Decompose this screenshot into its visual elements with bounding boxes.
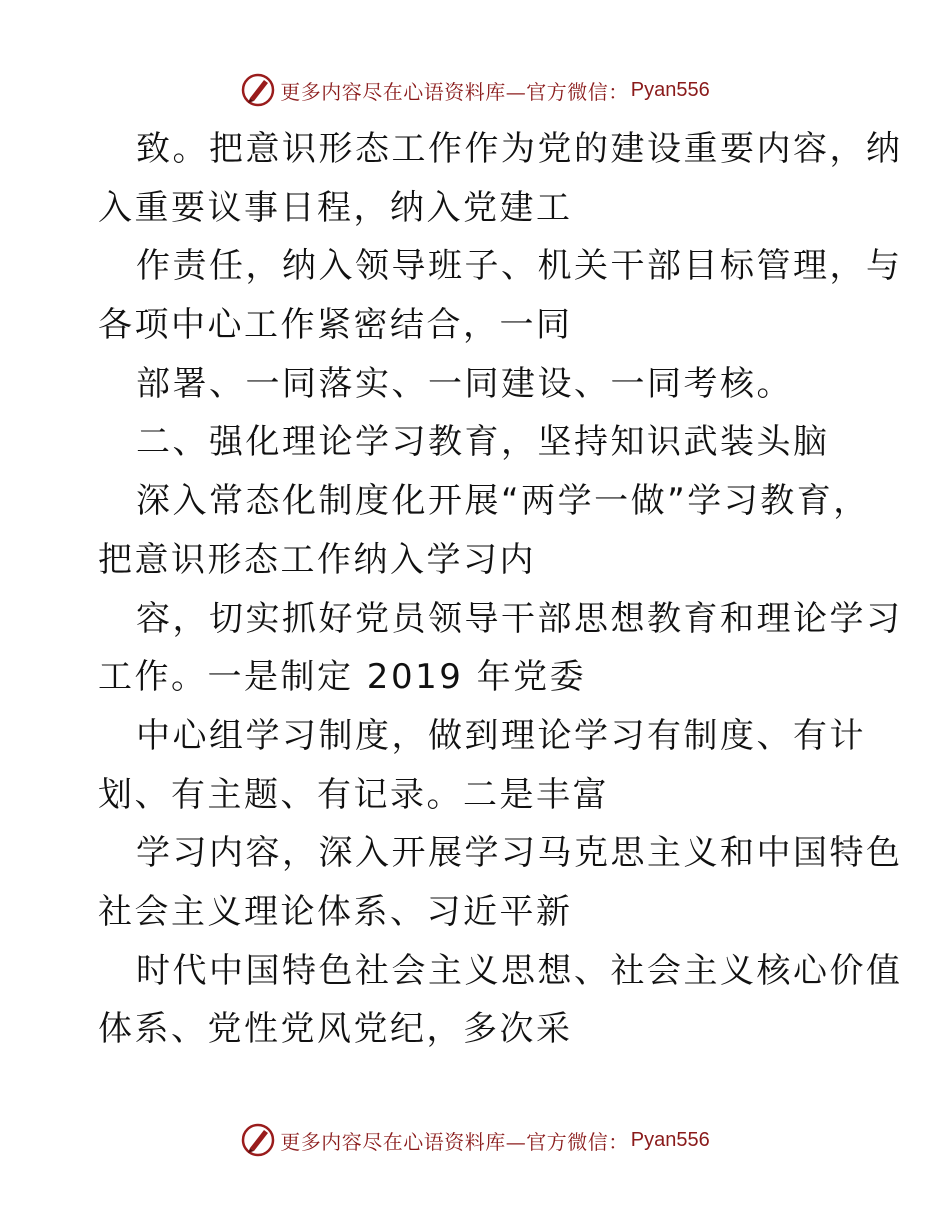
text-line: 时代中国特色社会主义思想、社会主义核心价值 xyxy=(136,950,903,991)
footer-watermark-text: 更多内容尽在心语资料库—官方微信： xyxy=(280,1129,629,1154)
text-line: 中心组学习制度，做到理论学习有制度、有计 xyxy=(136,715,866,756)
text-line: 深入常态化制度化开展“两学一做”学习教育， xyxy=(136,481,870,522)
section-heading: 二、强化理论学习教育，坚持知识武装头脑 xyxy=(136,422,830,463)
text-line: 划、有主题、有记录。二是丰富 xyxy=(98,774,609,815)
header-watermark-id: Pyan556 xyxy=(630,78,710,101)
text-line: 社会主义理论体系、习近平新 xyxy=(98,891,573,932)
document-body xyxy=(98,120,903,1059)
text-line: 工作。一是制定 2019 年党委 xyxy=(98,657,587,698)
pen-logo-icon xyxy=(240,72,276,108)
text-line: 各项中心工作紧密结合，一同 xyxy=(98,305,573,346)
header-watermark-content xyxy=(240,72,709,108)
pen-logo-icon xyxy=(240,1122,276,1158)
header-watermark xyxy=(0,70,950,110)
text-line: 把意识形态工作纳入学习内 xyxy=(98,539,536,580)
footer-watermark-content xyxy=(240,1122,709,1158)
text-line: 入重要议事日程，纳入党建工 xyxy=(98,187,573,228)
text-line: 致。把意识形态工作作为党的建设重要内容，纳 xyxy=(136,129,903,169)
text-line: 作责任，纳入领导班子、机关干部目标管理，与 xyxy=(136,246,903,287)
text-line: 学习内容，深入开展学习马克思主义和中国特色 xyxy=(136,833,903,874)
footer-watermark xyxy=(0,1120,950,1160)
text-line: 部署、一同落实、一同建设、一同考核。 xyxy=(136,363,793,404)
header-watermark-text: 更多内容尽在心语资料库—官方微信： xyxy=(280,79,629,104)
footer-watermark-id: Pyan556 xyxy=(630,1128,710,1151)
text-line: 体系、党性党风党纪，多次采 xyxy=(98,1009,573,1050)
text-line: 容，切实抓好党员领导干部思想教育和理论学习 xyxy=(136,598,903,639)
